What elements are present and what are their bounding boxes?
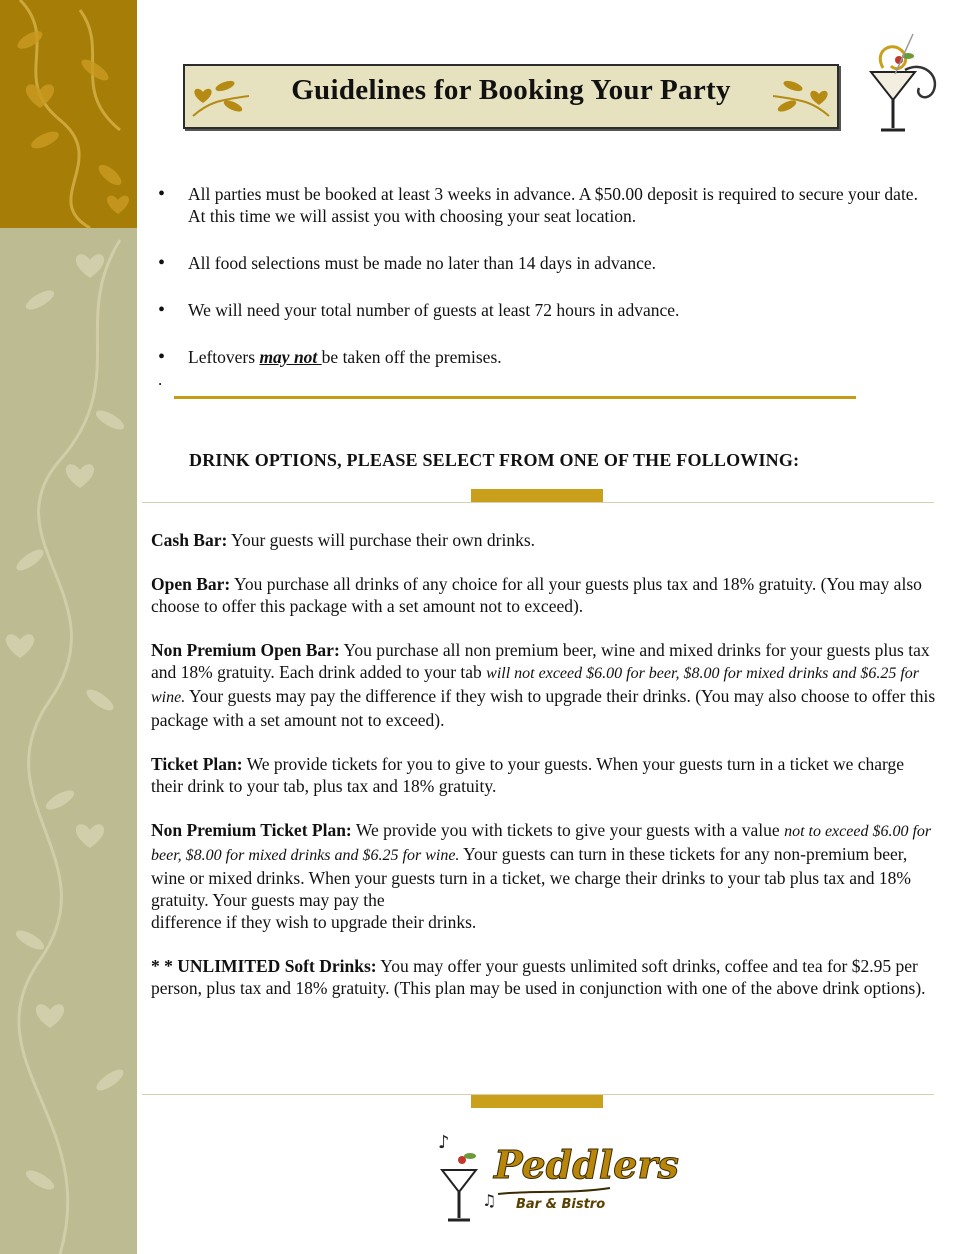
divider	[174, 396, 856, 399]
option-ticket-plan: Ticket Plan: We provide tickets for you to give to your guests. When your guests turn in a ticket we charge their drink to your tab, plus tax and 18% gratuity.	[151, 754, 905, 796]
option-non-premium-ticket-plan: Non Premium Ticket Plan: We provide you with tickets to give your guests with a value not to exceed $6.00 for beer, $8.00 for mixed drinks and $6.25 for wine. Your guests can turn in these tickets for any non-premium beer, wine or mixed drinks. When your guests turn in a ticket, we charge their drinks to your tab plus tax and 18% gratuity. Your guests may pay the difference if they wish to upgrade their drinks.	[151, 820, 932, 932]
list-item: • All food selections must be made no later than 14 days in advance.	[158, 252, 918, 274]
drink-options-heading: DRINK OPTIONS, PLEASE SELECT FROM ONE OF THE FOLLOWING:	[189, 450, 800, 470]
cocktail-glass-icon	[853, 30, 943, 135]
divider	[142, 502, 934, 503]
peddlers-logo-icon	[432, 1120, 679, 1228]
right-flourish-icon	[769, 72, 833, 122]
list-item: • All parties must be booked at least 3 weeks in advance. A $50.00 deposit is required to secure your date. At this time we will assist you with choosing your seat location.	[158, 183, 918, 227]
leftovers-text-end: be taken off the premises.	[321, 347, 502, 367]
option-open-bar: Open Bar: You purchase all drinks of any choice for all your guests plus tax and 18% gratuity. (You may also choose to offer this package with a set amount not to exceed).	[151, 574, 922, 616]
svg-text:♫: ♫	[482, 1191, 497, 1210]
logo-name: Peddlers	[494, 1142, 679, 1187]
title-banner	[183, 64, 839, 129]
floral-pattern-icon	[0, 0, 137, 1254]
list-item: • We will need your total number of guests at least 72 hours in advance.	[158, 299, 918, 321]
decorative-sidebar	[0, 0, 137, 1254]
leftovers-emphasis: may not	[259, 347, 322, 367]
svg-text:♪: ♪	[438, 1132, 450, 1153]
gold-tab-decoration	[471, 489, 603, 502]
gold-tab-decoration	[471, 1095, 603, 1108]
leftovers-text: Leftovers	[188, 347, 260, 367]
list-item	[158, 346, 918, 368]
stray-dot: .	[158, 370, 163, 389]
option-non-premium-open-bar: Non Premium Open Bar: You purchase all non premium beer, wine and mixed drinks for your guests plus tax and 18% gratuity. Each drink added to your tab will not exceed $6.00 for beer, $8.00 for mixed drinks and $6.25 for wine. Your guests may pay the difference if they wish to upgrade their drinks. (You may also choose to offer this package with a set amount not to exceed).	[151, 640, 936, 730]
option-cash-bar: Cash Bar: Your guests will purchase their own drinks.	[151, 530, 536, 550]
option-soft-drinks: * * UNLIMITED Soft Drinks: You may offer your guests unlimited soft drinks, coffee and tea for $2.95 per person, plus tax and 18% gratuity. (This plan may be used in conjunction with one of the above drink options).	[151, 956, 926, 998]
logo-tagline: Bar & Bistro	[516, 1197, 606, 1212]
page-title: Guidelines for Booking Your Party	[291, 74, 731, 106]
guidelines-list	[158, 183, 918, 368]
drink-options-list	[151, 529, 936, 1021]
